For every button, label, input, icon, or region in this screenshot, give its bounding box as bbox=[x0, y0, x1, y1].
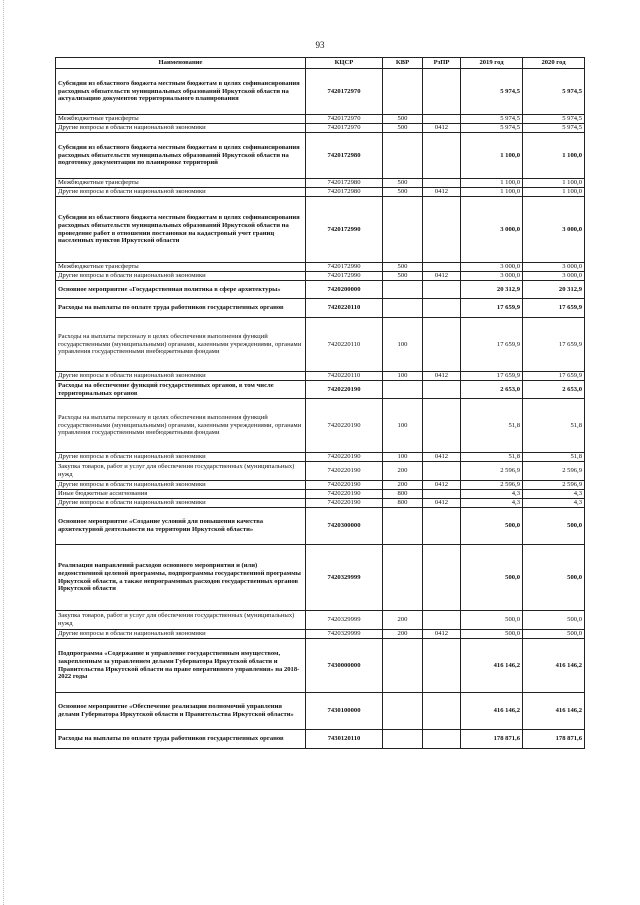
row-kvr bbox=[383, 381, 423, 399]
row-name: Другие вопросы в области национальной экономики bbox=[56, 372, 306, 381]
row-kcsr: 7420220190 bbox=[306, 481, 383, 490]
row-name: Закупка товаров, работ и услуг для обеспечения государственных (муниципальных) нужд bbox=[56, 462, 306, 481]
table-row bbox=[56, 133, 585, 179]
row-rzpr bbox=[423, 508, 461, 545]
row-2019-amount: 51,8 bbox=[461, 399, 523, 453]
row-2019-amount: 416 146,2 bbox=[461, 693, 523, 730]
row-2019-amount: 20 312,9 bbox=[461, 281, 523, 299]
row-kvr bbox=[383, 730, 423, 749]
row-rzpr bbox=[423, 399, 461, 453]
row-2019-amount: 1 100,0 bbox=[461, 133, 523, 179]
row-2019-amount: 5 974,5 bbox=[461, 69, 523, 115]
row-kcsr: 7430120110 bbox=[306, 730, 383, 749]
table-row bbox=[56, 508, 585, 545]
row-rzpr: 0412 bbox=[423, 124, 461, 133]
row-2019-amount: 4,3 bbox=[461, 499, 523, 508]
row-rzpr bbox=[423, 263, 461, 272]
row-2019-amount: 500,0 bbox=[461, 630, 523, 639]
row-rzpr bbox=[423, 462, 461, 481]
row-2019-amount: 500,0 bbox=[461, 545, 523, 611]
row-2019-amount: 17 659,9 bbox=[461, 372, 523, 381]
table-row bbox=[56, 545, 585, 611]
header-rzpr: РзПР bbox=[423, 58, 461, 69]
row-2020-amount: 500,0 bbox=[523, 630, 585, 639]
row-name: Межбюджетные трансферты bbox=[56, 115, 306, 124]
row-kcsr: 7420220110 bbox=[306, 372, 383, 381]
row-2019-amount: 1 100,0 bbox=[461, 188, 523, 197]
table-row bbox=[56, 611, 585, 630]
row-2020-amount: 1 100,0 bbox=[523, 133, 585, 179]
row-2020-amount: 1 100,0 bbox=[523, 179, 585, 188]
table-row bbox=[56, 630, 585, 639]
row-2019-amount: 2 653,0 bbox=[461, 381, 523, 399]
row-kcsr: 7420172970 bbox=[306, 69, 383, 115]
table-row bbox=[56, 69, 585, 115]
row-kvr: 100 bbox=[383, 372, 423, 381]
table-row bbox=[56, 124, 585, 133]
row-kvr: 500 bbox=[383, 263, 423, 272]
table-row bbox=[56, 381, 585, 399]
row-rzpr bbox=[423, 318, 461, 372]
table-row bbox=[56, 299, 585, 318]
row-rzpr bbox=[423, 179, 461, 188]
row-2020-amount: 3 000,0 bbox=[523, 263, 585, 272]
row-name: Расходы на выплаты персоналу в целях обеспечения выполнения функций государственными (муниципальными) органами, казенными учреждениями, органами управления государственными внебюджетными фондами bbox=[56, 399, 306, 453]
table-row bbox=[56, 462, 585, 481]
row-kvr: 200 bbox=[383, 481, 423, 490]
row-kcsr: 7420172990 bbox=[306, 272, 383, 281]
row-kvr bbox=[383, 133, 423, 179]
row-2019-amount: 5 974,5 bbox=[461, 124, 523, 133]
page-number: 93 bbox=[315, 40, 325, 50]
row-2020-amount: 500,0 bbox=[523, 508, 585, 545]
row-2019-amount: 3 000,0 bbox=[461, 197, 523, 263]
row-2020-amount: 2 596,9 bbox=[523, 481, 585, 490]
row-rzpr bbox=[423, 281, 461, 299]
row-name: Другие вопросы в области национальной экономики bbox=[56, 272, 306, 281]
row-2019-amount: 1 100,0 bbox=[461, 179, 523, 188]
row-kcsr: 7420300000 bbox=[306, 508, 383, 545]
row-name: Расходы на выплаты по оплате труда работников государственных органов bbox=[56, 730, 306, 749]
row-rzpr: 0412 bbox=[423, 499, 461, 508]
row-kvr bbox=[383, 69, 423, 115]
row-name: Субсидии из областного бюджета местным бюджетам в целях софинансирования расходных обязательств муниципальных образований Иркутской области на подготовку документации по планировке территорий bbox=[56, 133, 306, 179]
row-rzpr: 0412 bbox=[423, 630, 461, 639]
row-kcsr: 7420172980 bbox=[306, 179, 383, 188]
row-2020-amount: 1 100,0 bbox=[523, 188, 585, 197]
row-kvr: 100 bbox=[383, 453, 423, 462]
row-2020-amount: 5 974,5 bbox=[523, 115, 585, 124]
row-2020-amount: 178 871,6 bbox=[523, 730, 585, 749]
table-row bbox=[56, 188, 585, 197]
row-name: Подпрограмма «Содержание и управление государственным имуществом, закрепленным за управлением делами Губернатора Иркутской области и Правительства Иркутской области на праве оперативного управления» на 2018-2022 годы bbox=[56, 639, 306, 693]
table-row bbox=[56, 490, 585, 499]
row-kcsr: 7420172970 bbox=[306, 115, 383, 124]
row-name: Другие вопросы в области национальной экономики bbox=[56, 499, 306, 508]
row-rzpr: 0412 bbox=[423, 453, 461, 462]
row-2020-amount: 4,3 bbox=[523, 490, 585, 499]
row-kcsr: 7420220190 bbox=[306, 453, 383, 462]
row-2020-amount: 2 653,0 bbox=[523, 381, 585, 399]
row-2019-amount: 2 596,9 bbox=[461, 481, 523, 490]
row-kvr bbox=[383, 197, 423, 263]
table-row bbox=[56, 197, 585, 263]
row-name: Реализация направлений расходов основного мероприятия и (или) ведомственной целевой программы, подпрограммы государственной программы Иркутской области, а также непрограммных расходов государственных органов Иркутской области bbox=[56, 545, 306, 611]
row-kvr: 500 bbox=[383, 188, 423, 197]
row-rzpr bbox=[423, 197, 461, 263]
row-kvr: 500 bbox=[383, 115, 423, 124]
row-rzpr bbox=[423, 115, 461, 124]
row-2020-amount: 17 659,9 bbox=[523, 299, 585, 318]
row-2019-amount: 500,0 bbox=[461, 611, 523, 630]
row-kvr: 800 bbox=[383, 490, 423, 499]
table-row bbox=[56, 499, 585, 508]
row-2019-amount: 500,0 bbox=[461, 508, 523, 545]
row-kvr: 500 bbox=[383, 272, 423, 281]
row-kcsr: 7420220110 bbox=[306, 299, 383, 318]
row-rzpr bbox=[423, 639, 461, 693]
table-row bbox=[56, 281, 585, 299]
row-name: Иные бюджетные ассигнования bbox=[56, 490, 306, 499]
row-name: Закупка товаров, работ и услуг для обеспечения государственных (муниципальных) нужд bbox=[56, 611, 306, 630]
row-name: Другие вопросы в области национальной экономики bbox=[56, 188, 306, 197]
row-2019-amount: 4,3 bbox=[461, 490, 523, 499]
table-header-row bbox=[56, 58, 585, 69]
row-2020-amount: 20 312,9 bbox=[523, 281, 585, 299]
row-kcsr: 7420220190 bbox=[306, 499, 383, 508]
row-rzpr: 0412 bbox=[423, 372, 461, 381]
row-rzpr bbox=[423, 299, 461, 318]
row-kvr: 200 bbox=[383, 462, 423, 481]
row-name: Другие вопросы в области национальной экономики bbox=[56, 481, 306, 490]
row-name: Основное мероприятие «Государственная политика в сфере архитектуры» bbox=[56, 281, 306, 299]
header-kvr: КВР bbox=[383, 58, 423, 69]
table-row bbox=[56, 639, 585, 693]
row-kcsr: 7430000000 bbox=[306, 639, 383, 693]
table-row bbox=[56, 399, 585, 453]
row-2019-amount: 17 659,9 bbox=[461, 318, 523, 372]
row-2020-amount: 3 000,0 bbox=[523, 197, 585, 263]
row-rzpr bbox=[423, 133, 461, 179]
row-2020-amount: 500,0 bbox=[523, 545, 585, 611]
row-rzpr bbox=[423, 545, 461, 611]
row-2020-amount: 500,0 bbox=[523, 611, 585, 630]
row-name: Расходы на выплаты по оплате труда работников государственных органов bbox=[56, 299, 306, 318]
table-row bbox=[56, 453, 585, 462]
row-rzpr bbox=[423, 611, 461, 630]
row-2019-amount: 5 974,5 bbox=[461, 115, 523, 124]
row-kvr bbox=[383, 693, 423, 730]
row-2019-amount: 3 000,0 bbox=[461, 272, 523, 281]
row-2020-amount: 51,8 bbox=[523, 399, 585, 453]
row-2020-amount: 3 000,0 bbox=[523, 272, 585, 281]
row-2019-amount: 17 659,9 bbox=[461, 299, 523, 318]
row-rzpr bbox=[423, 693, 461, 730]
budget-table bbox=[55, 57, 585, 749]
row-2020-amount: 17 659,9 bbox=[523, 372, 585, 381]
row-kvr: 100 bbox=[383, 318, 423, 372]
row-kvr bbox=[383, 508, 423, 545]
row-rzpr: 0412 bbox=[423, 188, 461, 197]
row-2020-amount: 5 974,5 bbox=[523, 69, 585, 115]
row-kvr bbox=[383, 299, 423, 318]
scan-margin-dots bbox=[3, 0, 5, 905]
row-rzpr: 0412 bbox=[423, 272, 461, 281]
row-kvr bbox=[383, 281, 423, 299]
row-kcsr: 7420220190 bbox=[306, 462, 383, 481]
row-name: Субсидии из областного бюджета местным бюджетам в целях софинансирования расходных обязательств муниципальных образований Иркутской области на актуализацию документов территориального планирования bbox=[56, 69, 306, 115]
row-kcsr: 7420172990 bbox=[306, 263, 383, 272]
row-kcsr: 7420220110 bbox=[306, 318, 383, 372]
header-kcsr: КЦСР bbox=[306, 58, 383, 69]
row-rzpr: 0412 bbox=[423, 481, 461, 490]
row-kvr bbox=[383, 545, 423, 611]
row-kcsr: 7420329999 bbox=[306, 545, 383, 611]
row-kvr: 100 bbox=[383, 399, 423, 453]
table-row bbox=[56, 372, 585, 381]
header-name: Наименование bbox=[56, 58, 306, 69]
table-row bbox=[56, 693, 585, 730]
row-2020-amount: 17 659,9 bbox=[523, 318, 585, 372]
row-kvr bbox=[383, 639, 423, 693]
table-row bbox=[56, 179, 585, 188]
row-kvr: 800 bbox=[383, 499, 423, 508]
table-row bbox=[56, 115, 585, 124]
row-kvr: 500 bbox=[383, 124, 423, 133]
row-name: Расходы на выплаты персоналу в целях обеспечения выполнения функций государственными (муниципальными) органами, казенными учреждениями, органами управления государственными внебюджетными фондами bbox=[56, 318, 306, 372]
row-2020-amount: 2 596,9 bbox=[523, 462, 585, 481]
table-row bbox=[56, 730, 585, 749]
table-body bbox=[56, 69, 585, 749]
row-2019-amount: 416 146,2 bbox=[461, 639, 523, 693]
row-kcsr: 7420172980 bbox=[306, 133, 383, 179]
row-name: Расходы на обеспечение функций государственных органов, в том числе территориальных органов bbox=[56, 381, 306, 399]
row-kcsr: 7420200000 bbox=[306, 281, 383, 299]
row-kcsr: 7420220190 bbox=[306, 399, 383, 453]
row-kvr: 500 bbox=[383, 179, 423, 188]
row-2020-amount: 416 146,2 bbox=[523, 639, 585, 693]
row-rzpr bbox=[423, 490, 461, 499]
row-kvr: 200 bbox=[383, 630, 423, 639]
row-kcsr: 7420329999 bbox=[306, 611, 383, 630]
row-2019-amount: 178 871,6 bbox=[461, 730, 523, 749]
row-kcsr: 7420329999 bbox=[306, 630, 383, 639]
row-kcsr: 7420172980 bbox=[306, 188, 383, 197]
table-row bbox=[56, 481, 585, 490]
row-rzpr bbox=[423, 69, 461, 115]
row-name: Другие вопросы в области национальной экономики bbox=[56, 630, 306, 639]
row-kcsr: 7420220190 bbox=[306, 490, 383, 499]
row-2019-amount: 51,8 bbox=[461, 453, 523, 462]
row-kcsr: 7420220190 bbox=[306, 381, 383, 399]
row-rzpr bbox=[423, 730, 461, 749]
row-2020-amount: 5 974,5 bbox=[523, 124, 585, 133]
row-2019-amount: 3 000,0 bbox=[461, 263, 523, 272]
table-row bbox=[56, 318, 585, 372]
row-kvr: 200 bbox=[383, 611, 423, 630]
row-name: Межбюджетные трансферты bbox=[56, 263, 306, 272]
row-rzpr bbox=[423, 381, 461, 399]
row-2020-amount: 51,8 bbox=[523, 453, 585, 462]
table-row bbox=[56, 272, 585, 281]
table-row bbox=[56, 263, 585, 272]
header-2020: 2020 год bbox=[523, 58, 585, 69]
row-kcsr: 7420172990 bbox=[306, 197, 383, 263]
row-name: Основное мероприятие «Создание условий для повышения качества архитектурной деятельности на территории Иркутской области» bbox=[56, 508, 306, 545]
row-kcsr: 7420172970 bbox=[306, 124, 383, 133]
row-name: Субсидии из областного бюджета местным бюджетам в целях софинансирования расходных обязательств муниципальных образований Иркутской области на проведение работ в отношении постановки на кадастровый учет границ населенных пунктов Иркутской области bbox=[56, 197, 306, 263]
row-name: Другие вопросы в области национальной экономики bbox=[56, 453, 306, 462]
row-name: Другие вопросы в области национальной экономики bbox=[56, 124, 306, 133]
row-2020-amount: 4,3 bbox=[523, 499, 585, 508]
row-2019-amount: 2 596,9 bbox=[461, 462, 523, 481]
row-kcsr: 7430100000 bbox=[306, 693, 383, 730]
row-2020-amount: 416 146,2 bbox=[523, 693, 585, 730]
row-name: Межбюджетные трансферты bbox=[56, 179, 306, 188]
header-2019: 2019 год bbox=[461, 58, 523, 69]
row-name: Основное мероприятие «Обеспечение реализации полномочий управления делами Губернатора Иркутской области и Правительства Иркутской области» bbox=[56, 693, 306, 730]
